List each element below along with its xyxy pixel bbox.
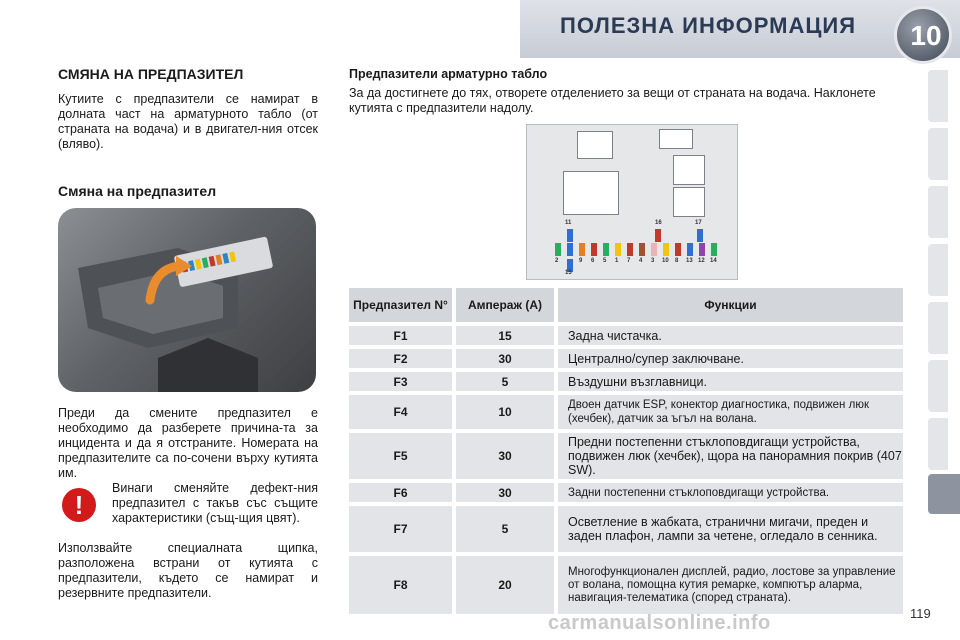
table-row — [349, 395, 903, 429]
fuse-amperage: 20 — [456, 556, 554, 614]
fuse-box-illustration — [58, 208, 316, 392]
instruction-text: Преди да смените предпазител е необходимо да разберете причина-та за инцидента и да я отстраните. Номерата на предпазителите са по-сочени върху кутията им. — [58, 406, 318, 480]
fuse-number: F2 — [349, 349, 452, 368]
fuse — [675, 243, 681, 256]
fuse-function: Предни постепенни стъклоповдигащи устройства, подвижен люк (хечбек), щора на панорамния покрив (407 SW). — [558, 433, 903, 479]
tool-instruction-text: Използвайте специалната щипка, разположена встрани от кутията с предпазители, където се намират и резервните предпазители. — [58, 541, 318, 600]
fuse-function: Задна чистачка. — [558, 326, 903, 345]
chapter-badge — [894, 6, 952, 64]
access-instructions: За да достигнете до тях, отворете отделението за вещи от страната на водача. Наклонете кутията с предпазители надолу. — [349, 86, 876, 115]
fuse-label: 15 — [565, 270, 572, 276]
table-row — [349, 372, 903, 391]
fuse-number: F5 — [349, 433, 452, 479]
fuse — [603, 243, 609, 256]
relay-slot — [673, 155, 705, 185]
table-row — [349, 433, 903, 479]
fuse — [651, 243, 657, 256]
chapter-tab[interactable] — [928, 302, 948, 354]
fuse — [697, 229, 703, 242]
fuse-label: 2 — [555, 258, 559, 264]
fuse-amperage: 5 — [456, 372, 554, 391]
relay-slot — [673, 187, 705, 217]
fuse-number: F8 — [349, 556, 452, 614]
fuse — [663, 243, 669, 256]
table-header-row — [349, 288, 903, 322]
fuse — [567, 243, 573, 256]
fuse-box-photo — [58, 208, 316, 392]
relay-slot — [563, 171, 619, 215]
fuse — [711, 243, 717, 256]
fuse-label: 13 — [686, 258, 693, 264]
fuse-amperage: 30 — [456, 483, 554, 502]
warning-text: Винаги сменяйте дефект-ния предпазител с такъв със същите характеристики (същ-щия цвят). — [112, 481, 318, 525]
table-row — [349, 506, 903, 552]
intro-text: Кутиите с предпазители се намират в долната част на арматурното табло (от страната на водача) и в двигател-ния отсек (вляво). — [58, 92, 318, 151]
page-title: ПОЛЕЗНА ИНФОРМАЦИЯ — [560, 13, 857, 38]
warning-icon: ! — [62, 488, 96, 522]
fuse-amperage: 15 — [456, 326, 554, 345]
fuse-label: 12 — [698, 258, 705, 264]
fuse-label: 9 — [579, 258, 583, 264]
section-title-dashboard-fuses: Предпазители арматурно табло — [349, 67, 548, 81]
chapter-tab[interactable] — [928, 360, 948, 412]
fuse-function: Централно/супер заключване. — [558, 349, 903, 368]
fuse-amperage: 10 — [456, 395, 554, 429]
fuse-label: 4 — [639, 258, 643, 264]
fuse-function: Многофункционален дисплей, радио, лостове за управление от волана, помощна кутия ремарке, компютър аларма, навигация-телематика (според страната). — [558, 556, 903, 614]
fuse-number: F1 — [349, 326, 452, 345]
fuse — [699, 243, 705, 256]
fuse-label: 10 — [662, 258, 669, 264]
watermark: carmanualsonline.info — [548, 612, 771, 634]
chapter-tab[interactable] — [928, 128, 948, 180]
relay-slot — [577, 131, 613, 159]
chapter-tab-active[interactable] — [928, 474, 960, 514]
fuse-function: Задни постепенни стъклоповдигащи устройства. — [558, 483, 903, 502]
fuse — [655, 229, 661, 242]
table-row — [349, 483, 903, 502]
table-row — [349, 556, 903, 614]
fuse — [591, 243, 597, 256]
fuse — [639, 243, 645, 256]
section-title: СМЯНА НА ПРЕДПАЗИТЕЛ — [58, 66, 244, 82]
fuse — [687, 243, 693, 256]
fuse — [555, 243, 561, 256]
fuse — [627, 243, 633, 256]
chapter-tab[interactable] — [928, 244, 948, 296]
fuse-label: 1 — [615, 258, 619, 264]
subsection-title: Смяна на предпазител — [58, 183, 217, 199]
page-number: 119 — [910, 606, 931, 621]
chapter-tab[interactable] — [928, 418, 948, 470]
column-header-fuse: Предпазител N° — [349, 288, 452, 322]
fuse-box-diagram — [526, 124, 738, 280]
table-row — [349, 326, 903, 345]
chapter-number: 10 — [910, 20, 942, 51]
chapter-tabs — [928, 70, 960, 630]
fuse-label: 16 — [655, 220, 662, 226]
fuse-label: 17 — [695, 220, 702, 226]
fuse — [567, 229, 573, 242]
table-row — [349, 349, 903, 368]
column-header-functions: Функции — [558, 288, 903, 322]
fuse-label: 11 — [565, 220, 572, 226]
column-header-amperage: Ампераж (A) — [456, 288, 554, 322]
fuse-function: Въздушни възглавници. — [558, 372, 903, 391]
fuse-number: F4 — [349, 395, 452, 429]
fuse — [579, 243, 585, 256]
fuse-number: F3 — [349, 372, 452, 391]
fuse-label: 8 — [675, 258, 679, 264]
relay-slot — [659, 129, 693, 149]
fuse-amperage: 5 — [456, 506, 554, 552]
chapter-tab[interactable] — [928, 70, 948, 122]
fuse-label: 5 — [603, 258, 607, 264]
fuse-label: 14 — [710, 258, 717, 264]
fuse-function: Двоен датчик ESP, конектор диагностика, подвижен люк (хечбек), датчик за ъгъл на волана. — [558, 395, 903, 429]
fuse-label: 6 — [591, 258, 595, 264]
fuse-number: F7 — [349, 506, 452, 552]
fuse-function: Осветление в жабката, странични мигачи, преден и заден плафон, лампи за четене, огледало в сенника. — [558, 506, 903, 552]
chapter-tab[interactable] — [928, 186, 948, 238]
fuse-amperage: 30 — [456, 349, 554, 368]
fuse-number: F6 — [349, 483, 452, 502]
fuse-label: 7 — [627, 258, 631, 264]
fuse-amperage: 30 — [456, 433, 554, 479]
fuse-label: 3 — [651, 258, 655, 264]
fuse — [615, 243, 621, 256]
